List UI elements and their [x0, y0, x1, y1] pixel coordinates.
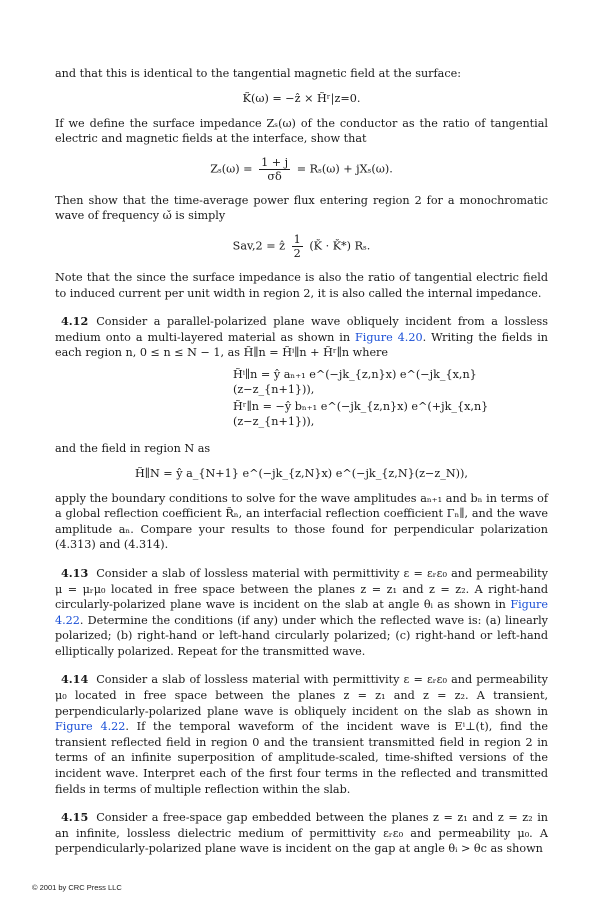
copyright-footer: © 2001 by CRC Press LLC: [32, 883, 122, 892]
problem-text: . Writing the fields in each region n, 0 ≤ n ≤ N − 1, as H̃∥n = H̃ⁱ∥n + H̃ʳ∥n where: [55, 330, 548, 360]
problem-number: 4.14: [61, 672, 89, 687]
problem-text: Consider a slab of lossless material with permittivity ε = εᵣε₀ and permeability μ₀ located in free space between the planes z = z₁ and z = z₂. A transient, perpendicularly-polarized plane wave is obliquely incident on the slab as shown in: [55, 673, 548, 718]
problem-4-14: [55, 672, 548, 797]
paragraph: and that this is identical to the tangential magnetic field at the surface:: [55, 67, 461, 80]
equation-region-n-field: H̃∥N = ŷ a_{N+1} e^(−jk_{z,N}x) e^(−jk_{z,N}(z−z_N)),: [135, 466, 468, 480]
numerator: 1 + j: [261, 155, 289, 169]
equation-lhs: Sav,2 = ẑ: [232, 239, 286, 253]
equation-reflected-field: H̃ʳ∥n = −ŷ bₙ₊₁ e^(−jk_{z,n}x) e^(+jk_{x,n}(z−z_{n+1})),: [233, 399, 489, 428]
figure-link[interactable]: Figure 4.20: [355, 330, 423, 344]
equation-surface-current: K̃(ω) = −ẑ × H̃ʳ|z=0.: [242, 91, 361, 105]
problem-4-15: [55, 810, 548, 857]
denominator: σδ: [267, 169, 282, 183]
figure-link[interactable]: Figure 4.22: [55, 720, 126, 734]
equation-block: [55, 367, 548, 429]
equation-power-flux: [55, 233, 548, 260]
problem-text: . If the temporal waveform of the incident wave is Eⁱ⊥(t), find the transient reflected field in region 0 and the transient transmitted field in region 2 in terms of an infinite superposition of amplitude-scaled, time-shifted versions of the incident wave. Interpret each of the first four terms in the reflected and transmitted fields in terms of multiple reflection within the slab.: [55, 720, 548, 796]
fraction: [292, 233, 303, 260]
fraction: [259, 156, 290, 183]
problem-text: Consider a free-space gap embedded between the planes z = z₁ and z = z₂ in an infinite, lossless dielectric medium of permittivity εᵣε₀ and permeability μ₀. A perpendicularly-polarized plane wave is incident on the gap at angle θᵢ > θc as shown: [55, 811, 548, 856]
equation-rhs: = Rₛ(ω) + jXₛ(ω).: [296, 162, 393, 176]
paragraph: Then show that the time-average power flux entering region 2 for a monochromatic wave of frequency ω̌ is simply: [55, 193, 548, 223]
problem-number: 4.12: [61, 314, 89, 329]
problem-4-13: [55, 566, 548, 660]
paragraph: Note that the since the surface impedance is also the ratio of tangential electric field to induced current per unit width in region 2, it is also called the internal impedance.: [55, 270, 548, 300]
problem-4-12: [55, 314, 548, 361]
problem-number: 4.15: [61, 810, 89, 825]
problem-number: 4.13: [61, 565, 89, 580]
figure-link[interactable]: Figure 4.22: [55, 598, 548, 627]
problem-text: Consider a slab of lossless material with permittivity ε = εᵣε₀ and permeability μ = μᵣμ₀ located in free space between the planes z = z₁ and z = z₂. A right-hand circularly-polarized plane wave is incident on the slab at angle θᵢ as shown in: [55, 566, 548, 612]
paragraph: If we define the surface impedance Zₛ(ω) of the conductor as the ratio of tangential electric and magnetic fields at the interface, show that: [55, 116, 548, 146]
page-body: [55, 66, 548, 857]
paragraph: apply the boundary conditions to solve for the wave amplitudes aₙ₊₁ and bₙ in terms of a global reflection coefficient R̃ₙ, an interfacial reflection coefficient Γₙ∥, and the wave amplitude aₙ. Compare your results to those found for perpendicular polarization (4.313) and (4.314).: [55, 491, 548, 552]
equation-lhs: Zₛ(ω) =: [210, 162, 253, 176]
numerator: 1: [293, 232, 301, 246]
denominator: 2: [293, 246, 301, 260]
paragraph: and the field in region N as: [55, 441, 211, 455]
equation-surface-impedance: [55, 156, 548, 183]
problem-text: . Determine the conditions (if any) under which the reflected wave is: (a) linearly polarized; (b) right-hand or left-hand circularly polarized; (c) right-hand or left-hand elliptically polarized. Repeat for the transmitted wave.: [55, 613, 548, 658]
equation-incident-field: H̃ⁱ∥n = ŷ aₙ₊₁ e^(−jk_{z,n}x) e^(−jk_{x,n}(z−z_{n+1})),: [233, 367, 477, 396]
problem-text: Consider a parallel-polarized plane wave obliquely incident from a lossless medium onto a multi-layered material as shown in: [55, 315, 548, 344]
equation-rhs: (Ǩ · Ǩ*) Rₛ.: [309, 239, 371, 253]
